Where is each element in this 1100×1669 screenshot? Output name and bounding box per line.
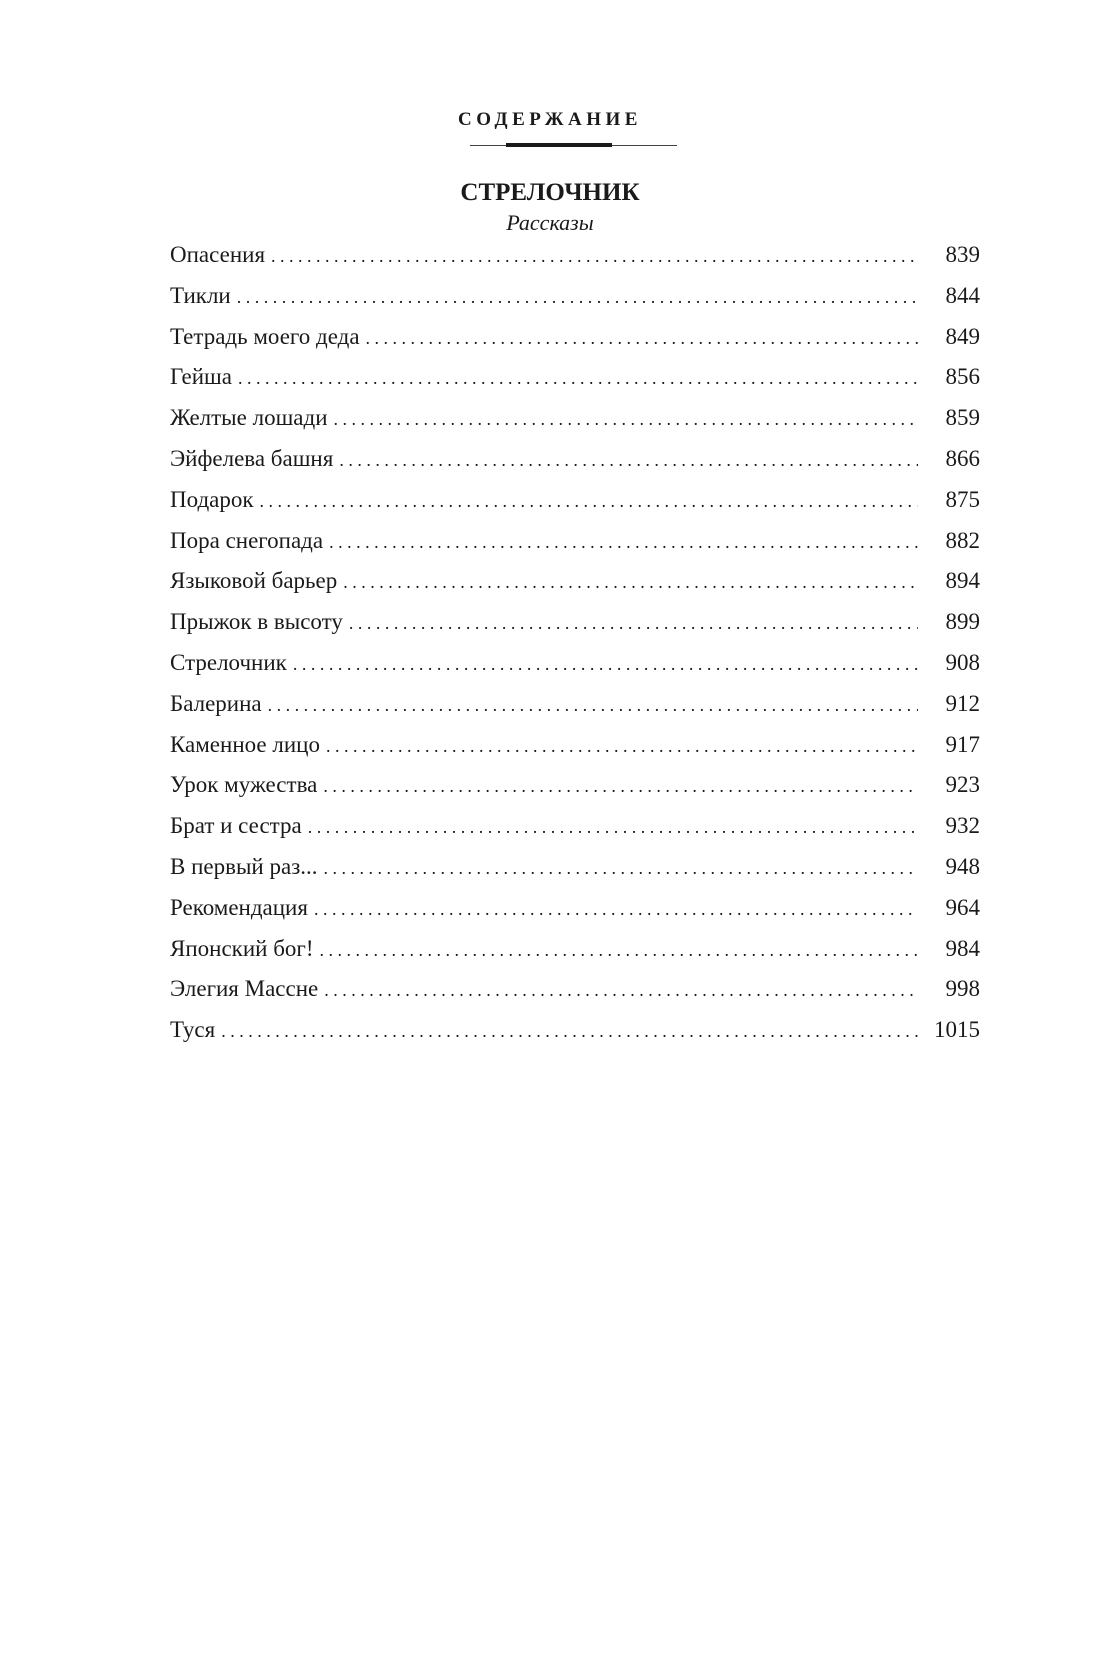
toc-entry xyxy=(170,527,980,568)
dot-leader xyxy=(349,608,918,637)
toc-entry-title: Желтые лошади xyxy=(170,405,328,431)
toc-entry xyxy=(170,935,980,976)
toc-entry-title: Каменное лицо xyxy=(170,731,320,757)
toc-entry-title: Японский бог! xyxy=(170,935,314,961)
dot-leader xyxy=(238,363,918,392)
toc-entry-title: В первый раз... xyxy=(170,853,318,879)
toc-entry-title: Рекомендация xyxy=(170,894,308,920)
toc-entry xyxy=(170,445,980,486)
toc-entry-title: Эйфелева башня xyxy=(170,445,334,471)
toc-entry-page-number: 912 xyxy=(945,690,980,716)
dot-leader xyxy=(260,486,918,515)
toc-entry-title: Элегия Массне xyxy=(170,976,319,1002)
toc-entry-page-number: 866 xyxy=(945,445,980,471)
dot-leader xyxy=(324,853,918,882)
toc-entry-page-number: 932 xyxy=(945,813,980,839)
toc-entry xyxy=(170,363,980,404)
toc-entry-page-number: 998 xyxy=(945,976,980,1002)
section-title: СТРЕЛОЧНИК xyxy=(460,179,640,206)
toc-entry-page-number: 894 xyxy=(945,568,980,594)
toc-entry xyxy=(170,241,980,282)
toc-entry xyxy=(170,853,980,894)
toc-entry xyxy=(170,649,980,690)
dot-leader xyxy=(308,812,918,841)
toc-entry-page-number: 882 xyxy=(945,527,980,553)
dot-leader xyxy=(366,323,918,352)
toc-entry-title: Языковой барьер xyxy=(170,568,338,594)
toc-entry xyxy=(170,486,980,527)
running-head: СОДЕРЖАНИЕ xyxy=(458,109,642,130)
dot-leader xyxy=(237,282,918,311)
toc-entry-page-number: 964 xyxy=(945,894,980,920)
toc-entry-page-number: 908 xyxy=(945,649,980,675)
dot-leader xyxy=(293,649,918,678)
toc-entry-title: Пора снегопада xyxy=(170,527,324,553)
toc-entry-page-number: 849 xyxy=(945,323,980,349)
toc-entry xyxy=(170,975,980,1016)
toc-entry xyxy=(170,608,980,649)
dot-leader xyxy=(323,771,918,800)
dot-leader xyxy=(339,445,918,474)
toc-entry-page-number: 948 xyxy=(945,853,980,879)
toc-entry-page-number: 984 xyxy=(945,935,980,961)
toc-entry xyxy=(170,812,980,853)
dot-leader xyxy=(324,975,918,1004)
table-of-contents xyxy=(170,241,980,1057)
dot-leader xyxy=(343,567,918,596)
dot-leader xyxy=(271,241,918,270)
toc-entry-page-number: 875 xyxy=(945,486,980,512)
dot-leader xyxy=(314,894,918,923)
toc-entry-page-number: 1015 xyxy=(934,1017,980,1043)
toc-entry xyxy=(170,690,980,731)
dot-leader xyxy=(326,731,918,760)
toc-entry-page-number: 899 xyxy=(945,609,980,635)
toc-entry-title: Брат и сестра xyxy=(170,813,302,839)
toc-entry-title: Стрелочник xyxy=(170,649,287,675)
toc-entry xyxy=(170,282,980,323)
dot-leader xyxy=(329,527,918,556)
toc-entry xyxy=(170,731,980,772)
toc-entry-page-number: 839 xyxy=(945,242,980,267)
header-rule-ornament xyxy=(506,143,612,147)
section-subtitle: Рассказы xyxy=(506,210,594,235)
toc-entry-title: Тетрадь моего деда xyxy=(170,323,360,349)
toc-entry-title: Балерина xyxy=(170,690,262,716)
toc-entry-title: Тикли xyxy=(170,282,231,308)
toc-entry xyxy=(170,567,980,608)
toc-entry-title: Гейша xyxy=(170,364,232,390)
toc-entry xyxy=(170,894,980,935)
dot-leader xyxy=(268,690,918,719)
toc-entry-page-number: 917 xyxy=(945,731,980,757)
toc-entry-title: Подарок xyxy=(170,486,254,512)
toc-entry xyxy=(170,323,980,364)
toc-entry-title: Урок мужества xyxy=(170,772,318,798)
toc-entry-page-number: 859 xyxy=(945,405,980,431)
dot-leader xyxy=(334,404,919,433)
toc-entry-title: Туся xyxy=(170,1017,216,1043)
toc-entry xyxy=(170,1016,980,1057)
toc-entry-title: Прыжок в высоту xyxy=(170,609,343,635)
dot-leader xyxy=(221,1016,918,1045)
toc-entry-page-number: 856 xyxy=(945,364,980,390)
toc-entry-page-number: 923 xyxy=(945,772,980,798)
toc-entry xyxy=(170,404,980,445)
dot-leader xyxy=(320,935,918,964)
toc-entry-title: Опасения xyxy=(170,242,266,267)
toc-entry xyxy=(170,771,980,812)
toc-entry-page-number: 844 xyxy=(945,282,980,308)
